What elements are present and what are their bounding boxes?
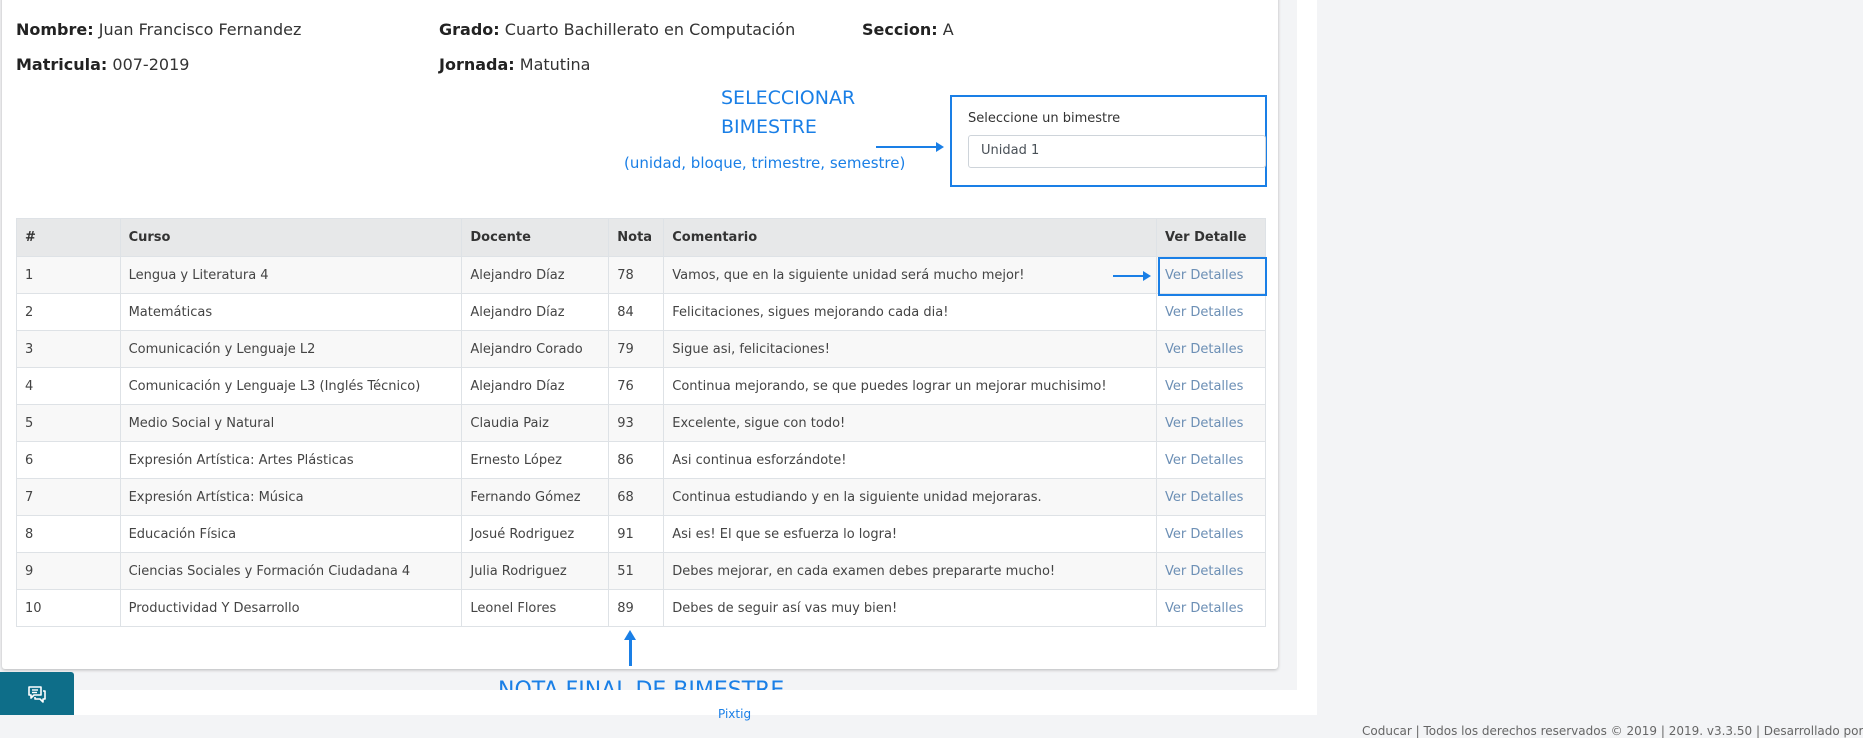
row-grade: 86	[609, 442, 664, 479]
ver-detalles-link[interactable]: Ver Detalles	[1165, 526, 1244, 542]
row-course: Comunicación y Lenguaje L3 (Inglés Técnico)	[120, 368, 462, 405]
row-grade: 51	[609, 553, 664, 590]
ver-detalles-link[interactable]: Ver Detalles	[1165, 378, 1244, 394]
grades-table	[16, 218, 1266, 627]
row-teacher: Julia Rodriguez	[462, 553, 609, 590]
row-number: 2	[17, 294, 121, 331]
student-shift-value: Matutina	[519, 55, 591, 74]
student-name: Nombre: Juan Francisco Fernandez	[16, 20, 302, 39]
table-row	[17, 405, 1266, 442]
row-number: 4	[17, 368, 121, 405]
row-teacher: Alejandro Díaz	[462, 368, 609, 405]
row-teacher: Alejandro Díaz	[462, 294, 609, 331]
row-comment: Continua estudiando y en la siguiente unidad mejoraras.	[664, 479, 1157, 516]
row-number: 8	[17, 516, 121, 553]
annotation-select-subtitle: (unidad, bloque, trimestre, semestre)	[624, 154, 906, 172]
ver-detalles-link[interactable]: Ver Detalles	[1165, 600, 1244, 616]
row-comment: Felicitaciones, sigues mejorando cada dia!	[664, 294, 1157, 331]
student-section-value: A	[942, 20, 954, 39]
table-row	[17, 257, 1266, 294]
row-grade: 78	[609, 257, 664, 294]
column-header-number: #	[17, 219, 121, 257]
row-number: 7	[17, 479, 121, 516]
right-edge-panel	[1297, 0, 1317, 715]
footer-text: Coducar | Todos los derechos reservados © 2019 | 2019. v3.3.50 | Desarrollado por Pixtig	[718, 707, 1863, 738]
row-grade: 93	[609, 405, 664, 442]
chat-button[interactable]	[0, 672, 74, 715]
table-row	[17, 368, 1266, 405]
ver-detalles-link[interactable]: Ver Detalles	[1165, 304, 1244, 320]
row-comment: Asi es! El que se esfuerza lo logra!	[664, 516, 1157, 553]
student-enrollment-value: 007-2019	[112, 55, 190, 74]
row-grade: 91	[609, 516, 664, 553]
bimestre-select-label: Seleccione un bimestre	[968, 111, 1121, 126]
ver-detalles-link[interactable]: Ver Detalles	[1165, 415, 1244, 431]
row-grade: 84	[609, 294, 664, 331]
footer-link[interactable]: Pixtig	[718, 707, 752, 721]
row-course: Educación Física	[120, 516, 462, 553]
bimestre-select[interactable]: Unidad 1	[968, 135, 1266, 168]
ver-detalles-link[interactable]: Ver Detalles	[1165, 489, 1244, 505]
student-name-value: Juan Francisco Fernandez	[98, 20, 302, 39]
row-grade: 68	[609, 479, 664, 516]
row-comment: Debes de seguir así vas muy bien!	[664, 590, 1157, 627]
row-course: Medio Social y Natural	[120, 405, 462, 442]
row-number: 6	[17, 442, 121, 479]
ver-detalles-link[interactable]: Ver Detalles	[1165, 267, 1244, 283]
column-header-teacher: Docente	[462, 219, 609, 257]
row-comment: Asi continua esforzándote!	[664, 442, 1157, 479]
row-course: Comunicación y Lenguaje L2	[120, 331, 462, 368]
ver-detalles-link[interactable]: Ver Detalles	[1165, 563, 1244, 579]
table-header-row	[17, 219, 1266, 257]
row-number: 5	[17, 405, 121, 442]
arrow-right-icon	[876, 146, 942, 148]
student-grade: Grado: Cuarto Bachillerato en Computación	[439, 20, 796, 39]
row-comment: Vamos, que en la siguiente unidad será mucho mejor!	[664, 257, 1157, 294]
row-grade: 79	[609, 331, 664, 368]
row-teacher: Ernesto López	[462, 442, 609, 479]
column-header-comment: Comentario	[664, 219, 1157, 257]
row-teacher: Alejandro Díaz	[462, 257, 609, 294]
row-course: Matemáticas	[120, 294, 462, 331]
student-section: Seccion: A	[862, 20, 954, 39]
row-course: Ciencias Sociales y Formación Ciudadana 4	[120, 553, 462, 590]
table-row	[17, 590, 1266, 627]
row-number: 1	[17, 257, 121, 294]
row-teacher: Fernando Gómez	[462, 479, 609, 516]
column-header-grade: Nota	[609, 219, 664, 257]
row-number: 10	[17, 590, 121, 627]
table-row	[17, 331, 1266, 368]
bimestre-select-panel	[950, 95, 1267, 187]
row-teacher: Claudia Paiz	[462, 405, 609, 442]
table-row	[17, 516, 1266, 553]
row-grade: 76	[609, 368, 664, 405]
ver-detalles-link[interactable]: Ver Detalles	[1165, 452, 1244, 468]
row-comment: Continua mejorando, se que puedes lograr un mejorar muchisimo!	[664, 368, 1157, 405]
row-teacher: Leonel Flores	[462, 590, 609, 627]
table-row	[17, 553, 1266, 590]
column-header-course: Curso	[120, 219, 462, 257]
student-enrollment: Matricula: 007-2019	[16, 55, 190, 74]
row-number: 3	[17, 331, 121, 368]
row-comment: Excelente, sigue con todo!	[664, 405, 1157, 442]
row-teacher: Alejandro Corado	[462, 331, 609, 368]
row-course: Lengua y Literatura 4	[120, 257, 462, 294]
row-comment: Debes mejorar, en cada examen debes prepararte mucho!	[664, 553, 1157, 590]
row-course: Expresión Artística: Artes Plásticas	[120, 442, 462, 479]
table-row	[17, 442, 1266, 479]
row-comment: Sigue asi, felicitaciones!	[664, 331, 1157, 368]
footer	[74, 690, 1863, 738]
student-grade-value: Cuarto Bachillerato en Computación	[504, 20, 796, 39]
table-row	[17, 294, 1266, 331]
row-grade: 89	[609, 590, 664, 627]
row-course: Expresión Artística: Música	[120, 479, 462, 516]
arrow-right-icon	[1113, 275, 1149, 277]
column-header-details: Ver Detalle	[1157, 219, 1266, 257]
row-course: Productividad Y Desarrollo	[120, 590, 462, 627]
student-shift: Jornada: Matutina	[439, 55, 591, 74]
row-number: 9	[17, 553, 121, 590]
row-teacher: Josué Rodriguez	[462, 516, 609, 553]
chat-icon	[26, 684, 48, 704]
ver-detalles-link[interactable]: Ver Detalles	[1165, 341, 1244, 357]
annotation-select-title-2: BIMESTRE	[721, 116, 817, 138]
ver-detalles-highlight	[1158, 257, 1267, 296]
arrow-up-icon	[629, 640, 632, 666]
annotation-select-title-1: SELECCIONAR	[721, 87, 856, 109]
table-row	[17, 479, 1266, 516]
